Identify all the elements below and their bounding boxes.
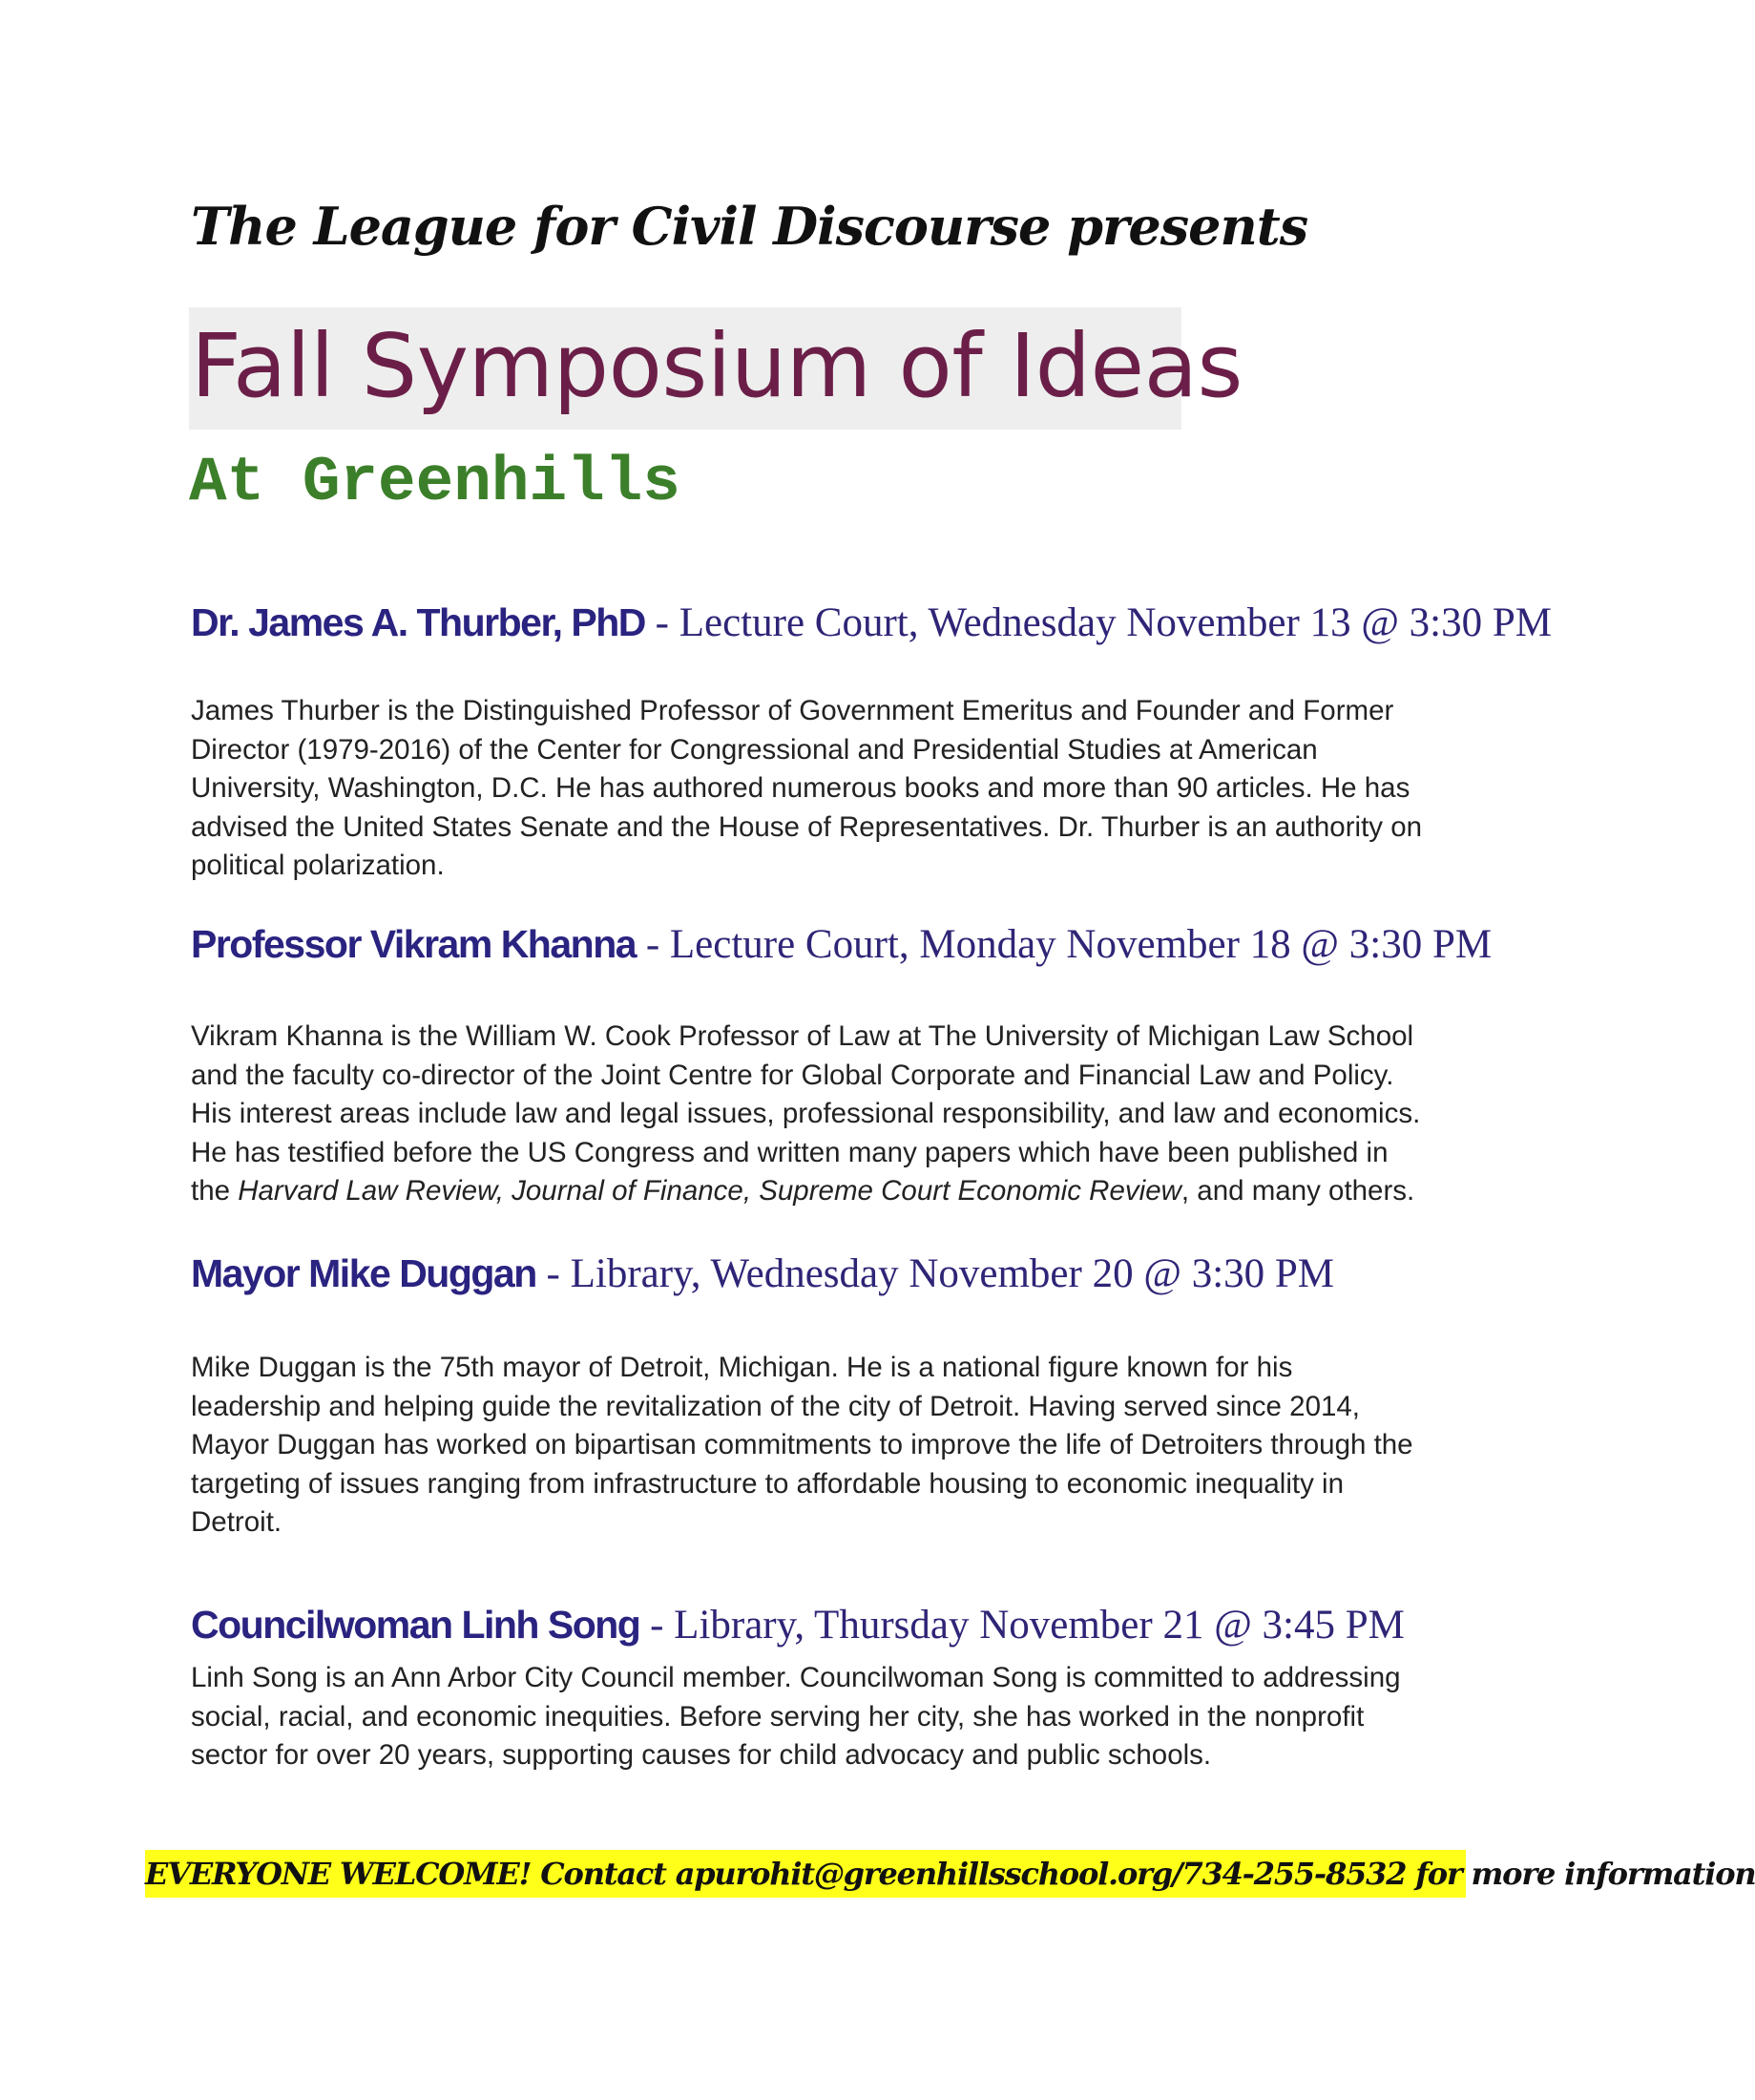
bio-line: targeting of issues ranging from infrastructure to affordable housing to economic inequality in [191, 1467, 1345, 1500]
speaker-heading-duggan [191, 1250, 1334, 1297]
speaker-bio-thurber [191, 692, 1479, 886]
speaker-heading-thurber [191, 599, 1552, 646]
page-title: Fall Symposium of Ideas [191, 315, 1243, 417]
footer-contact-text: EVERYONE WELCOME! Contact apurohit@greenhillsschool.org/734-255-8532 for more information [145, 1856, 1755, 1892]
speaker-bio-duggan [191, 1349, 1479, 1543]
bio-line: Vikram Khanna is the William W. Cook Professor of Law at The University of Michigan Law School [191, 1020, 1414, 1052]
speaker-bio-song [191, 1659, 1479, 1775]
speaker-event-details: - Library, Wednesday November 20 @ 3:30 PM [535, 1251, 1335, 1296]
speaker-event-details: - Lecture Court, Monday November 18 @ 3:30 PM [636, 922, 1493, 967]
speaker-name: Councilwoman Linh Song [191, 1603, 640, 1647]
bio-line: sector for over 20 years, supporting causes for child advocacy and public schools. [191, 1739, 1212, 1771]
speaker-heading-khanna [191, 921, 1492, 968]
bio-line: He has testified before the US Congress and written many papers which have been published in [191, 1136, 1389, 1168]
bio-line: University, Washington, D.C. He has authored numerous books and more than 90 articles. He has [191, 772, 1410, 804]
presenter-line: The League for Civil Discourse presents [191, 196, 1308, 257]
bio-line: James Thurber is the Distinguished Professor of Government Emeritus and Founder and Former [191, 695, 1394, 726]
bio-line: leadership and helping guide the revitalization of the city of Detroit. Having served since 2014, [191, 1390, 1360, 1422]
speaker-event-details: - Library, Thursday November 21 @ 3:45 PM [639, 1603, 1405, 1648]
bio-line: Director (1979-2016) of the Center for Congressional and Presidential Studies at American [191, 733, 1318, 766]
bio-line: social, racial, and economic inequities. Before serving her city, she has worked in the nonprofit [191, 1700, 1365, 1732]
bio-line: the [191, 1175, 239, 1207]
bio-line: Detroit. [191, 1506, 282, 1538]
bio-line: political polarization. [191, 850, 445, 881]
speaker-name: Dr. James A. Thurber, PhD [191, 600, 645, 644]
bio-line: Mike Duggan is the 75th mayor of Detroit, Michigan. He is a national figure known for his [191, 1352, 1293, 1383]
bio-line: , and many others. [1180, 1175, 1415, 1207]
bio-line: Linh Song is an Ann Arbor City Council member. Councilwoman Song is committed to addressing [191, 1662, 1401, 1693]
bio-line: Mayor Duggan has worked on bipartisan commitments to improve the life of Detroiters through the [191, 1429, 1413, 1460]
speaker-name: Mayor Mike Duggan [191, 1251, 536, 1295]
page-subtitle: At Greenhills [189, 447, 680, 518]
bio-line: and the faculty co-director of the Joint Centre for Global Corporate and Financial Law and Policy. [191, 1059, 1394, 1091]
speaker-heading-song [191, 1602, 1405, 1648]
bio-line: advised the United States Senate and the House of Representatives. Dr. Thurber is an authority on [191, 810, 1423, 843]
publication-list: Harvard Law Review, Journal of Finance, Supreme Court Economic Review [238, 1175, 1181, 1207]
bio-line: His interest areas include law and legal issues, professional responsibility, and law and economics. [191, 1098, 1421, 1129]
speaker-event-details: - Lecture Court, Wednesday November 13 @ 3:30 PM [644, 600, 1553, 645]
speaker-bio-khanna [191, 1018, 1479, 1211]
speaker-name: Professor Vikram Khanna [191, 922, 637, 966]
